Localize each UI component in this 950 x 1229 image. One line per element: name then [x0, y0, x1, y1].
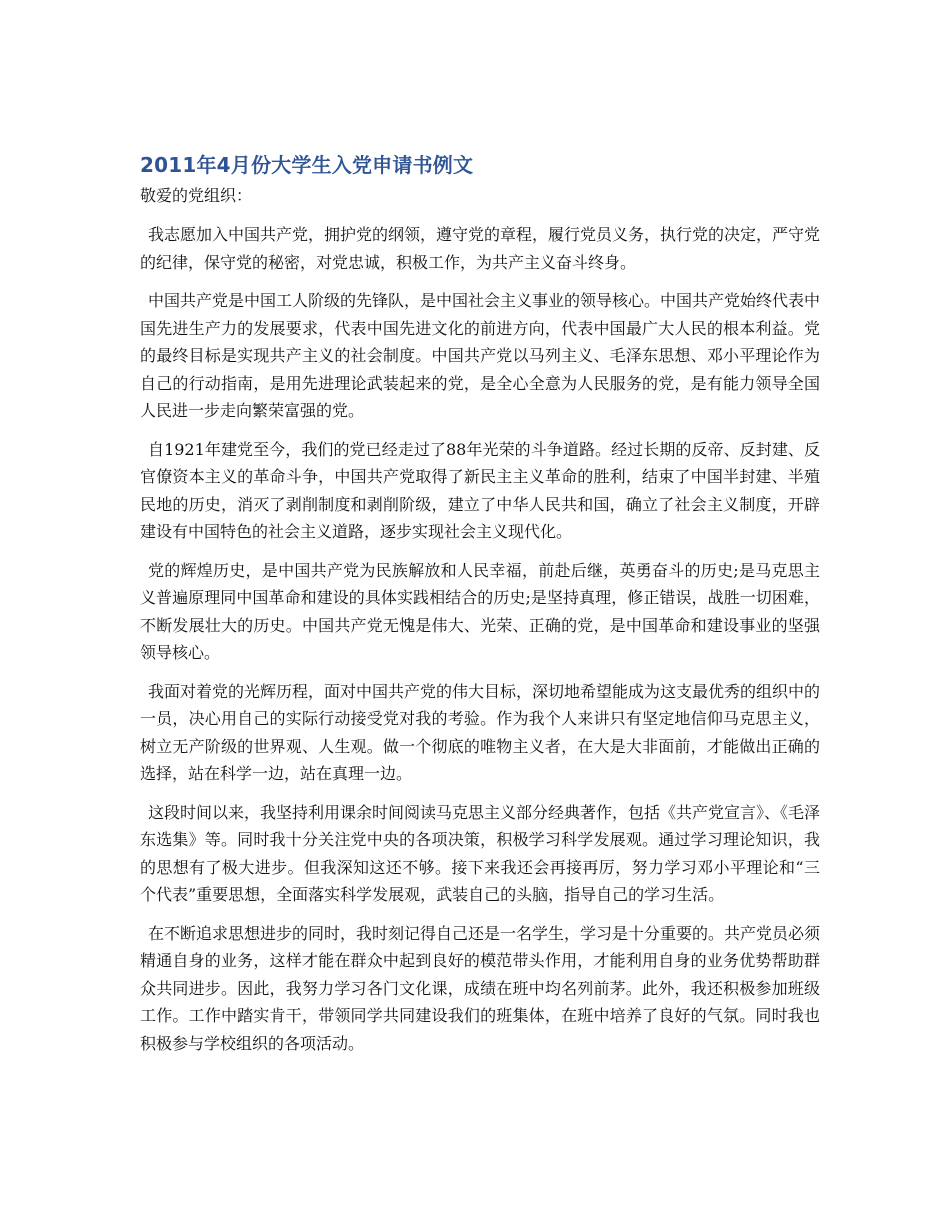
document-title: 2011年4月份大学生入党申请书例文: [140, 153, 474, 177]
document-page: [140, 148, 820, 1068]
paragraph-7: 在不断追求思想进步的同时，我时刻记得自己还是一名学生，学习是十分重要的。共产党员必须精通自身的业务，这样才能在群众中起到良好的模范带头作用，才能利用自身的业务优势帮助群众共同进步。因此，我努力学习各门文化课，成绩在班中均名列前茅。此外，我还积极参加班级工作。工作中踏实肯干，带领同学共同建设我们的班集体，在班中培养了良好的气氛。同时我也积极参与学校组织的各项活动。: [140, 923, 821, 1053]
salutation: 敬爱的党组织：: [140, 186, 253, 205]
paragraph-4: 党的辉煌历史，是中国共产党为民族解放和人民幸福，前赴后继，英勇奋斗的历史;是马克思主义普遍原理同中国革命和建设的具体实践相结合的历史;是坚持真理，修正错误，战胜一切困难，不断发展壮大的历史。中国共产党无愧是伟大、光荣、正确的党，是中国革命和建设事业的坚强领导核心。: [140, 560, 820, 662]
paragraph-1: 我志愿加入中国共产党，拥护党的纲领，遵守党的章程，履行党员义务，执行党的决定，严守党的纪律，保守党的秘密，对党忠诚，积极工作，为共产主义奋斗终身。: [140, 225, 821, 272]
paragraph-3: 自1921年建党至今，我们的党已经走过了88年光荣的斗争道路。经过长期的反帝、反封建、反官僚资本主义的革命斗争，中国共产党取得了新民主主义革命的胜利，结束了中国半封建、半殖民地的历史，消灭了剥削制度和剥削阶级，建立了中华人民共和国，确立了社会主义制度，开辟建设有中国特色的社会主义道路，逐步实现社会主义现代化。: [140, 439, 820, 541]
paragraph-6: 这段时间以来，我坚持利用课余时间阅读马克思主义部分经典著作，包括《共产党宣言》、《毛泽东选集》等。同时我十分关注党中央的各项决策，积极学习科学发展观。通过学习理论知识，我的思想有了极大进步。但我深知这还不够。接下来我还会再接再厉，努力学习邓小平理论和“三个代表”重要思想，全面落实科学发展观，武装自己的头脑，指导自己的学习生活。: [140, 802, 821, 904]
paragraph-5: 我面对着党的光辉历程，面对中国共产党的伟大目标，深切地希望能成为这支最优秀的组织中的一员，决心用自己的实际行动接受党对我的考验。作为我个人来讲只有坚定地信仰马克思主义，树立无产阶级的世界观、人生观。做一个彻底的唯物主义者，在大是大非面前，才能做出正确的选择，站在科学一边，站在真理一边。: [140, 681, 821, 783]
paragraph-2: 中国共产党是中国工人阶级的先锋队，是中国社会主义事业的领导核心。中国共产党始终代表中国先进生产力的发展要求，代表中国先进文化的前进方向，代表中国最广大人民的根本利益。党的最终目标是实现共产主义的社会制度。中国共产党以马列主义、毛泽东思想、邓小平理论作为自己的行动指南，是用先进理论武装起来的党，是全心全意为人民服务的党，是有能力领导全国人民进一步走向繁荣富强的党。: [140, 291, 821, 420]
